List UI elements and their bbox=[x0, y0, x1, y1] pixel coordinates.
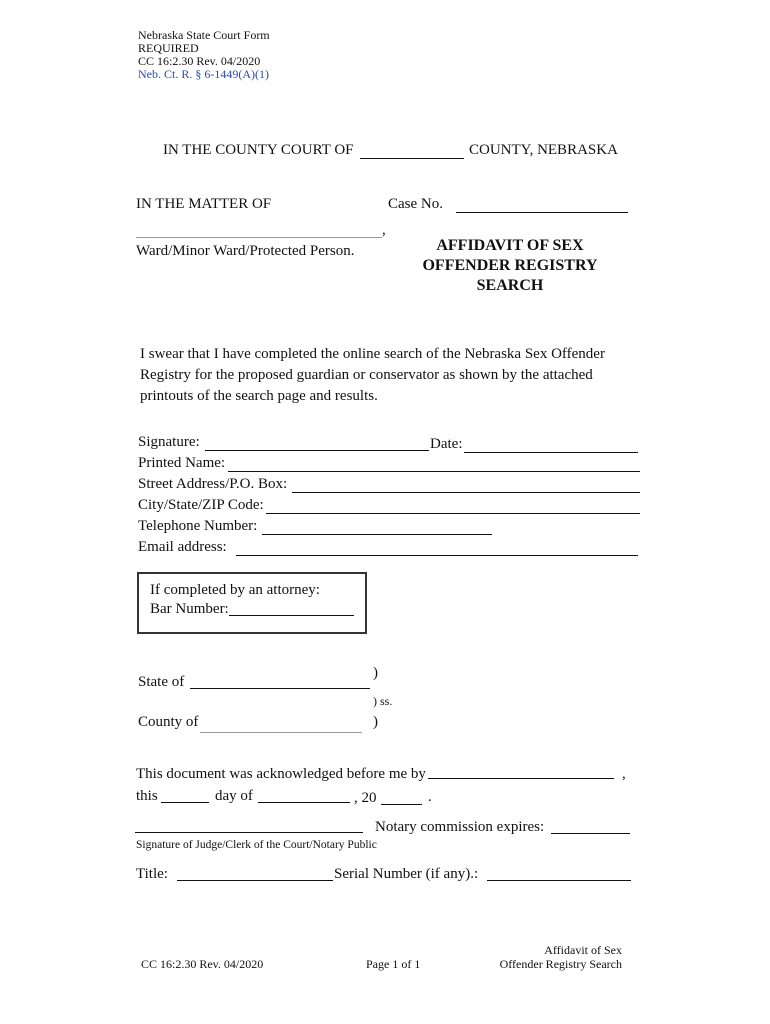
printed-name-field[interactable] bbox=[228, 471, 640, 472]
street-label: Street Address/P.O. Box: bbox=[138, 476, 288, 492]
acknowledged-comma: , bbox=[622, 766, 626, 782]
document-title-line1: AFFIDAVIT OF SEX bbox=[436, 237, 584, 254]
date-label: Date: bbox=[430, 436, 463, 452]
footer-page-number: Page 1 of 1 bbox=[366, 957, 421, 971]
venue-paren-top: ) bbox=[373, 665, 378, 681]
serial-label: Serial Number (if any).: bbox=[334, 866, 479, 882]
day-of-label: day of bbox=[215, 788, 253, 804]
rule-reference-link[interactable]: Neb. Ct. R. § 6-1449(A)(1) bbox=[138, 67, 269, 81]
acknowledged-period: . bbox=[428, 789, 432, 805]
bar-number-field[interactable] bbox=[229, 615, 354, 616]
acknowledged-by-field[interactable] bbox=[428, 778, 614, 779]
signature-label: Signature: bbox=[138, 434, 200, 450]
title-label: Title: bbox=[136, 866, 168, 882]
street-field[interactable] bbox=[292, 492, 640, 493]
email-field[interactable] bbox=[236, 555, 638, 556]
case-no-blank[interactable] bbox=[456, 212, 628, 213]
year-field[interactable] bbox=[381, 804, 422, 805]
serial-field[interactable] bbox=[487, 880, 631, 881]
venue-paren-bottom: ) bbox=[373, 714, 378, 730]
sworn-statement: I swear that I have completed the online search of the Nebraska Sex Offender Registry for the proposed guardian or conservator as shown by the attached printouts of the search page and results. bbox=[140, 346, 605, 404]
this-label: this bbox=[136, 788, 158, 804]
signature-field[interactable] bbox=[205, 450, 429, 451]
title-field[interactable] bbox=[177, 880, 333, 881]
signature-caption: Signature of Judge/Clerk of the Court/Notary Public bbox=[136, 839, 377, 851]
city-label: City/State/ZIP Code: bbox=[138, 497, 264, 513]
email-label: Email address: bbox=[138, 539, 227, 555]
notary-expires-field[interactable] bbox=[551, 833, 630, 834]
county-of-label: County of bbox=[138, 714, 199, 730]
document-title-line2: OFFENDER REGISTRY bbox=[422, 257, 598, 274]
county-of-field[interactable] bbox=[200, 732, 362, 733]
month-field[interactable] bbox=[258, 802, 350, 803]
form-number: CC 16:2.30 Rev. 04/2020 bbox=[138, 54, 261, 68]
year-prefix: , 20 bbox=[354, 790, 377, 806]
notary-signature-field[interactable] bbox=[135, 832, 363, 833]
county-blank[interactable] bbox=[360, 158, 464, 159]
telephone-field[interactable] bbox=[262, 534, 492, 535]
footer-title-line2: Offender Registry Search bbox=[499, 957, 622, 971]
attorney-label: If completed by an attorney: bbox=[150, 582, 320, 598]
form-name: Nebraska State Court Form bbox=[138, 28, 270, 42]
city-field[interactable] bbox=[266, 513, 640, 514]
case-no-label: Case No. bbox=[388, 196, 443, 212]
footer-form-number: CC 16:2.30 Rev. 04/2020 bbox=[141, 957, 264, 971]
day-field[interactable] bbox=[161, 802, 209, 803]
ward-name-blank[interactable] bbox=[136, 237, 382, 238]
document-title-line3: SEARCH bbox=[476, 277, 544, 294]
matter-of-label: IN THE MATTER OF bbox=[136, 196, 272, 212]
court-prefix: IN THE COUNTY COURT OF bbox=[163, 142, 354, 158]
ward-label: Ward/Minor Ward/Protected Person. bbox=[136, 243, 355, 259]
notary-expires-label: Notary commission expires: bbox=[375, 819, 545, 835]
acknowledged-text: This document was acknowledged before me by bbox=[136, 766, 426, 782]
state-of-field[interactable] bbox=[190, 688, 370, 689]
court-suffix: COUNTY, NEBRASKA bbox=[469, 142, 618, 158]
footer-title-line1: Affidavit of Sex bbox=[544, 943, 622, 957]
venue-ss: ) ss. bbox=[373, 694, 393, 708]
date-field[interactable] bbox=[464, 452, 638, 453]
printed-name-label: Printed Name: bbox=[138, 455, 226, 471]
form-required: REQUIRED bbox=[138, 41, 199, 55]
bar-number-label: Bar Number: bbox=[150, 601, 229, 617]
caption-comma: , bbox=[382, 222, 386, 238]
state-of-label: State of bbox=[138, 674, 185, 690]
telephone-label: Telephone Number: bbox=[138, 518, 258, 534]
